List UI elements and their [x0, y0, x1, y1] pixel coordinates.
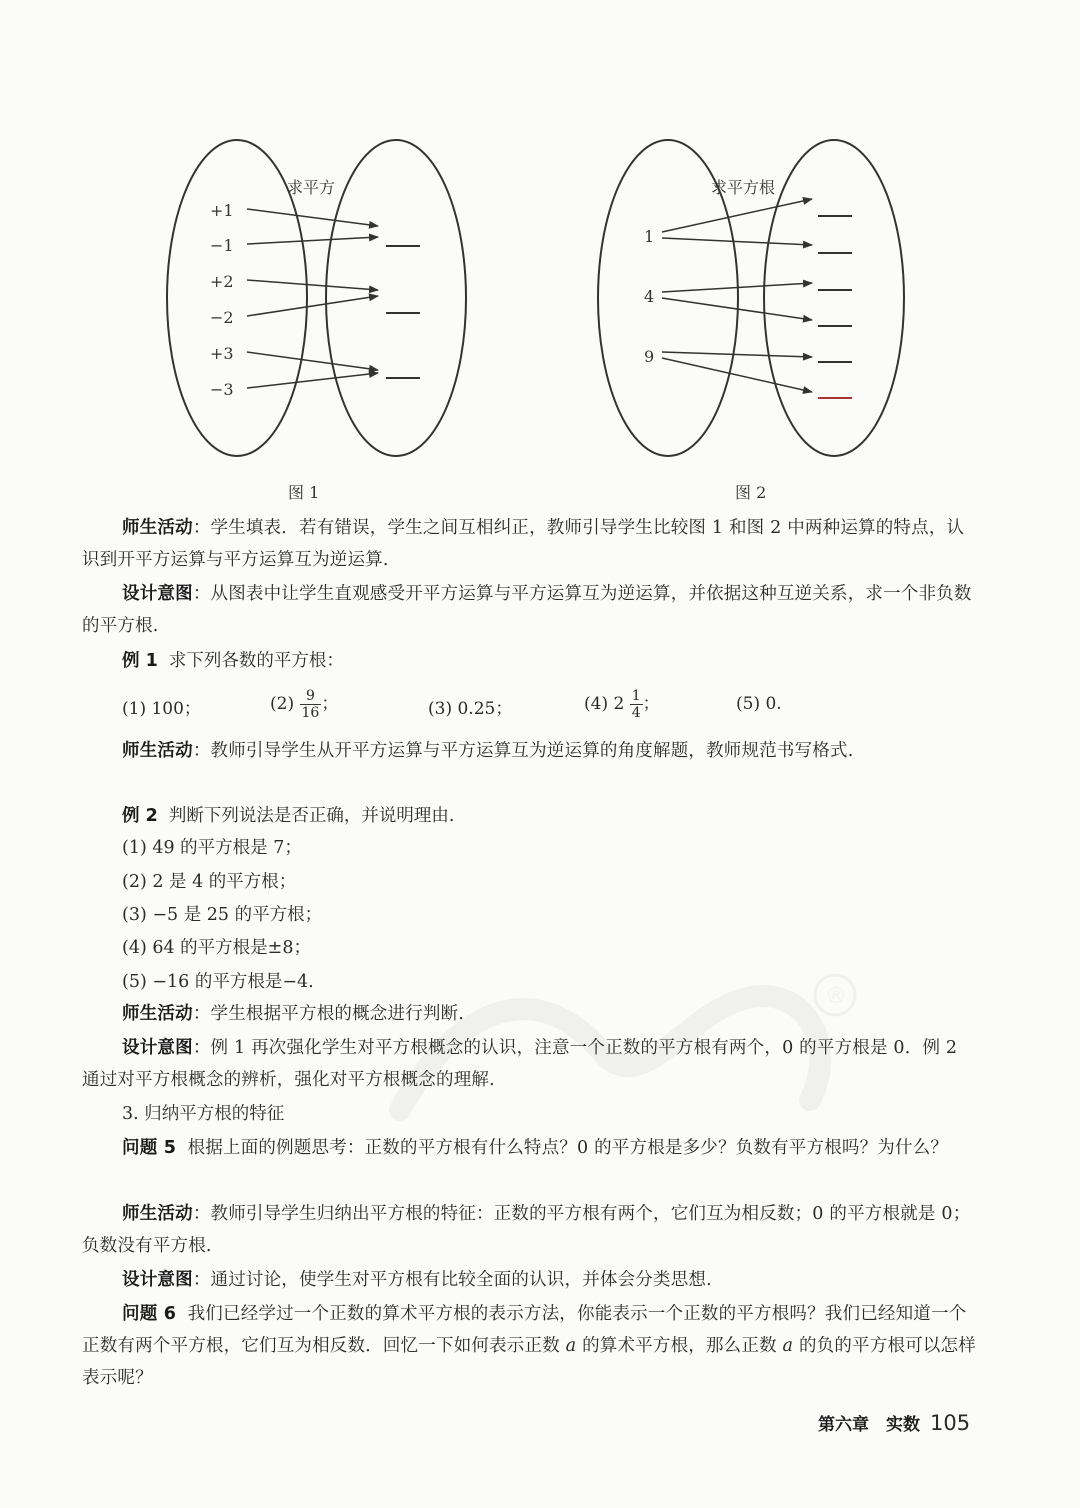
section-heading: 3. 归纳平方根的特征 [122, 1104, 285, 1124]
paragraph-text: ：从图表中让学生直观感受开平方运算与平方运算互为逆运算，并依据这种互逆关系，求一个非负数的平方根. [82, 584, 972, 636]
item-prefix: (4) 2 [584, 694, 625, 714]
paragraph-text: ：学生根据平方根的概念进行判断. [192, 1004, 465, 1024]
fig1-label: 求平方 [287, 178, 336, 197]
fig2-value: 1 [644, 227, 655, 246]
example-2-item: (3) −5 是 25 的平方根； [122, 905, 323, 925]
variable-a: a [565, 1336, 577, 1356]
fig1-range-ellipse [326, 140, 466, 456]
example-2-item: (2) 2 是 4 的平方根； [122, 872, 297, 892]
fraction [300, 688, 322, 721]
question-6-text: 我们已经学过一个正数的算术平方根的表示方法，你能表示一个正数的平方根吗？我们已经知道一个正数有两个平方根，它们互为相反数．回忆一下如何表示正数 [82, 1304, 967, 1356]
example-1-item: (1) 100； [122, 699, 201, 719]
example-1-label: 例 1 [122, 651, 158, 671]
svg-text:®: ® [825, 984, 847, 1009]
item-suffix: ； [642, 694, 660, 714]
example-2-item: (1) 49 的平方根是 7； [122, 838, 302, 858]
example-2-label: 例 2 [122, 806, 158, 826]
fig2-arrow [662, 352, 812, 357]
paragraph-teacher-student-4 [82, 1198, 978, 1262]
question-6 [82, 1298, 978, 1394]
fig2-value: 4 [644, 287, 655, 306]
example-2-item: (4) 64 的平方根是±8； [122, 938, 311, 958]
example-1-text: 求下列各数的平方根： [168, 651, 344, 671]
question-5 [82, 1132, 978, 1164]
example-1-item: (3) 0.25； [428, 699, 513, 719]
page-footer [818, 1410, 970, 1435]
label-design-intent: 设计意图 [122, 1038, 193, 1058]
label-design-intent: 设计意图 [122, 1270, 193, 1290]
fig2-range-ellipse [764, 140, 904, 456]
fraction-numerator: 9 [300, 688, 322, 705]
item-prefix: (2) [270, 694, 295, 714]
question-6-text: 的负的平方根可以怎样表示呢？ [82, 1336, 976, 1388]
question-6-text: 的算术平方根，那么正数 [576, 1336, 783, 1356]
label-teacher-student: 师生活动 [122, 741, 193, 761]
paragraph-design-intent-1 [82, 578, 978, 642]
paragraph-teacher-student-2 [82, 735, 978, 767]
fig1-value: +3 [210, 344, 234, 363]
example-1-heading [122, 645, 344, 677]
example-1-items [0, 688, 1080, 728]
label-design-intent: 设计意图 [122, 584, 193, 604]
paragraph-design-intent-3 [82, 1264, 978, 1296]
paragraph-teacher-student-3 [82, 998, 978, 1030]
fig1-value: −3 [210, 380, 234, 399]
question-6-label: 问题 6 [122, 1304, 177, 1324]
label-teacher-student: 师生活动 [122, 1204, 193, 1224]
paragraph-text: ：教师引导学生归纳出平方根的特征：正数的平方根有两个，它们互为相反数；0 的平方根就是 0；负数没有平方根. [82, 1204, 971, 1256]
fig1-value: +2 [210, 272, 234, 291]
fig2-value: 9 [644, 347, 655, 366]
paragraph-text: ：通过讨论，使学生对平方根有比较全面的认识，并体会分类思想. [192, 1270, 712, 1290]
footer-chapter: 第六章 实数 [818, 1415, 920, 1435]
paragraph-text: ：教师引导学生从开平方运算与平方运算互为逆运算的角度解题，教师规范书写格式. [192, 741, 854, 761]
fraction-denominator: 16 [301, 705, 320, 721]
example-1-item [584, 688, 660, 721]
fig1-value: −1 [210, 236, 234, 255]
figure1-caption: 图 1 [288, 483, 320, 502]
page-number: 105 [930, 1411, 971, 1435]
paragraph-teacher-student-1 [82, 512, 978, 576]
question-5-text: 根据上面的例题思考：正数的平方根有什么特点？0 的平方根是多少？负数有平方根吗？为什么？ [187, 1138, 949, 1158]
example-1-item [270, 688, 338, 721]
example-2-text: 判断下列说法是否正确，并说明理由. [168, 806, 455, 826]
fig1-domain-ellipse [167, 140, 307, 456]
fig1-arrow [247, 209, 378, 226]
fig2-arrow [662, 199, 812, 232]
example-2-heading [122, 800, 454, 832]
paragraph-design-intent-2 [82, 1032, 978, 1096]
fig1-arrow [247, 237, 378, 244]
fig1-arrow [247, 373, 378, 388]
figure2-caption: 图 2 [735, 483, 767, 502]
fraction [630, 688, 643, 721]
diagram-figures [0, 0, 1080, 520]
example-1-item: (5) 0. [736, 694, 782, 714]
fig2-arrow [662, 238, 812, 245]
fig1-arrow [247, 296, 378, 316]
fig1-arrow [247, 352, 378, 370]
question-5-label: 问题 5 [122, 1138, 177, 1158]
fig1-value: −2 [210, 308, 234, 327]
paragraph-text: ：例 1 再次强化学生对平方根概念的认识，注意一个正数的平方根有两个，0 的平方根是 0．例 2 通过对平方根概念的辨析，强化对平方根概念的理解. [82, 1038, 958, 1090]
label-teacher-student: 师生活动 [122, 518, 193, 538]
label-teacher-student: 师生活动 [122, 1004, 193, 1024]
fig1-value: +1 [210, 201, 234, 220]
item-suffix: ； [321, 694, 339, 714]
fraction-denominator: 4 [631, 705, 641, 721]
fig1-arrow [247, 280, 378, 290]
fraction-numerator: 1 [631, 688, 641, 704]
paragraph-text: ：学生填表．若有错误，学生之间互相纠正，教师引导学生比较图 1 和图 2 中两种运算的特点，认识到开平方运算与平方运算互为逆运算. [82, 518, 965, 570]
variable-a: a [782, 1336, 794, 1356]
fig2-arrow [662, 358, 812, 392]
example-2-item: (5) −16 的平方根是−4. [122, 972, 314, 992]
fig2-label: 求平方根 [711, 178, 776, 197]
